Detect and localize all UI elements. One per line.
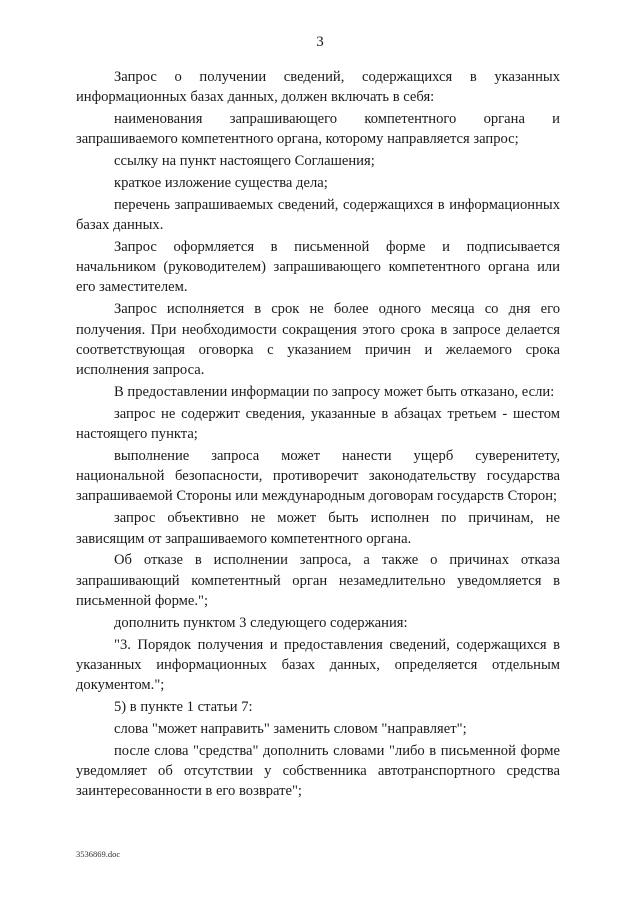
paragraph-add-words: после слова "средства" дополнить словами "либо в письменной форме уведомляет об отсутствии у собственника автотранспортного средства заинтересованности в его возврате"; xyxy=(76,742,560,800)
paragraph-case-summary: краткое изложение существа дела; xyxy=(114,174,328,191)
paragraph-refusal-sovereignty: выполнение запроса может нанести ущерб суверенитету, национальной безопасности, противоречит законодательству государства запрашиваемой Стороны или международным договорам государств Сторон; xyxy=(76,447,560,505)
paragraph-point-3-text: "3. Порядок получения и предоставления сведений, содержащихся в указанных информационных базах данных, определяется отдельным документом."; xyxy=(76,636,560,694)
paragraph-agreement-reference: ссылку на пункт настоящего Соглашения; xyxy=(114,153,375,170)
paragraph-refusal-grounds: В предоставлении информации по запросу может быть отказано, если: xyxy=(114,383,555,400)
paragraph-refusal-impossible: запрос объективно не может быть исполнен по причинам, не зависящим от запрашиваемого компетентного органа. xyxy=(76,510,560,547)
paragraph-request-contents: Запрос о получении сведений, содержащихся в указанных информационных базах данных, должен включать в себя: xyxy=(76,69,560,106)
paragraph-refusal-notice: Об отказе в исполнении запроса, а также о причинах отказа запрашивающий компетентный орган незамедлительно уведомляется в письменной форме."; xyxy=(76,552,560,609)
paragraph-article-7: 5) в пункте 1 статьи 7: xyxy=(114,698,253,715)
paragraph-refusal-missing-info: запрос не содержит сведения, указанные в абзацах третьем - шестом настоящего пункта; xyxy=(76,405,560,443)
paragraph-organ-names: наименования запрашивающего компетентного органа и запрашиваемого компетентного органа, которому направляется запрос; xyxy=(76,111,560,148)
paragraph-execution-term: Запрос исполняется в срок не более одного месяца со дня его получения. При необходимости сокращения этого срока в запросе делается соответствующая оговорка с указанием причин и желаемого срока исполнения запроса. xyxy=(76,301,560,379)
paragraph-written-form: Запрос оформляется в письменной форме и подписывается начальником (руководителем) запрашивающего компетентного органа или его заместителем. xyxy=(76,238,560,296)
document-footer: 3536869.doc xyxy=(76,849,121,859)
page-number: 3 xyxy=(316,34,324,50)
document-body xyxy=(76,67,560,803)
paragraph-replace-words: слова "может направить" заменить словом "направляет"; xyxy=(114,720,467,737)
paragraph-requested-info-list: перечень запрашиваемых сведений, содержащихся в информационных базах данных. xyxy=(76,196,560,234)
paragraph-add-point-3: дополнить пунктом 3 следующего содержания: xyxy=(114,614,408,631)
